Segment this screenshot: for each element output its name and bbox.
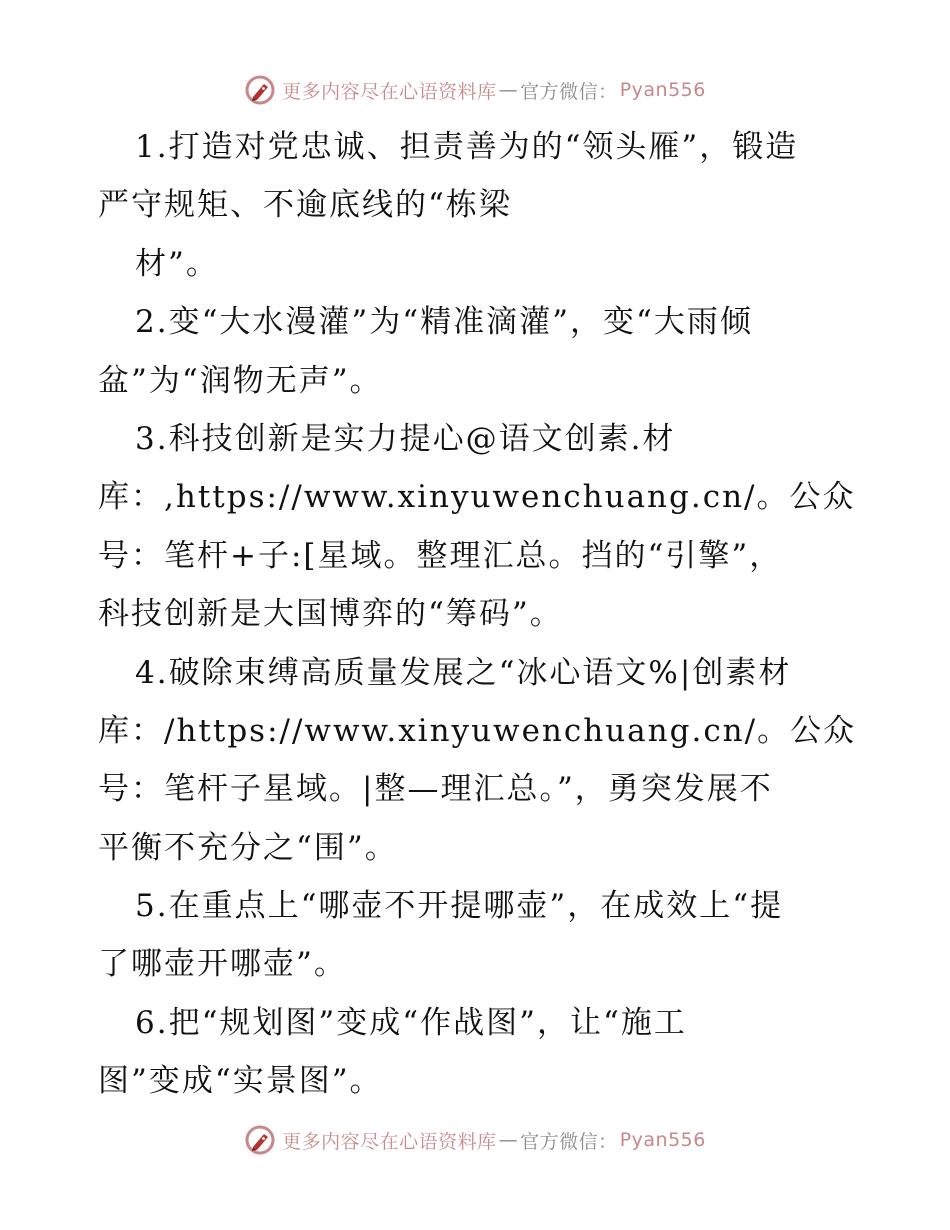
text-line: 2.变“大水漫灌”为“精准滴灌”，变“大雨倾 [135,304,753,341]
footer-banner [0,1120,950,1160]
pen-nib-logo-icon [244,1124,276,1156]
banner-wechat-id: Pyan556 [619,79,706,101]
text-line: 严守规矩、不逾底线的“栋梁 [98,187,512,224]
text-line: 平衡不充分之“围”。 [98,829,398,866]
text-line: 了哪壶开哪壶”。 [98,946,347,983]
text-line: 1.打造对党忠诚、担责善为的“领头雁”，锻造 [135,129,799,165]
text-line: 号：笔杆+子:[星域。整理汇总。挡的“引擎”， [98,537,783,574]
banner-wechat-id: Pyan556 [619,1129,706,1151]
banner-text: 更多内容尽在心语资料库 [282,1130,497,1153]
text-line: 4.破除束缚高质量发展之“冰心语文%|创素材 [135,654,792,691]
banner-wechat-label: 官方微信： [520,1130,618,1153]
header-banner [0,70,950,110]
text-line: 3.科技创新是实力提心@语文创素.材 [135,420,676,457]
banner-text: 更多内容尽在心语资料库 [282,80,497,103]
banner-wechat-label: 官方微信： [520,80,618,103]
document-body [98,118,858,1111]
text-line: 图”变成“实景图”。 [98,1063,383,1100]
text-line: 库：/https://www.xinyuwenchuang.cn/。公众 [98,712,857,749]
pen-nib-logo-icon [244,74,276,106]
text-line: 科技创新是大国博弈的“筹码”。 [98,596,563,633]
text-line: 6.把“规划图”变成“作战图”，让“施工 [135,1004,687,1041]
banner-dash: — [498,1129,519,1151]
text-line: 号：笔杆子星域。|整—理汇总。”，勇突发展不 [98,771,773,808]
text-line: 5.在重点上“哪壶不开提哪壶”，在成效上“提 [135,888,784,925]
text-line: 库：,https://www.xinyuwenchuang.cn/。公众 [98,479,856,516]
text-line: 材”。 [135,245,219,282]
text-line: 盆”为“润物无声”。 [98,362,383,399]
banner-dash: — [498,79,519,101]
